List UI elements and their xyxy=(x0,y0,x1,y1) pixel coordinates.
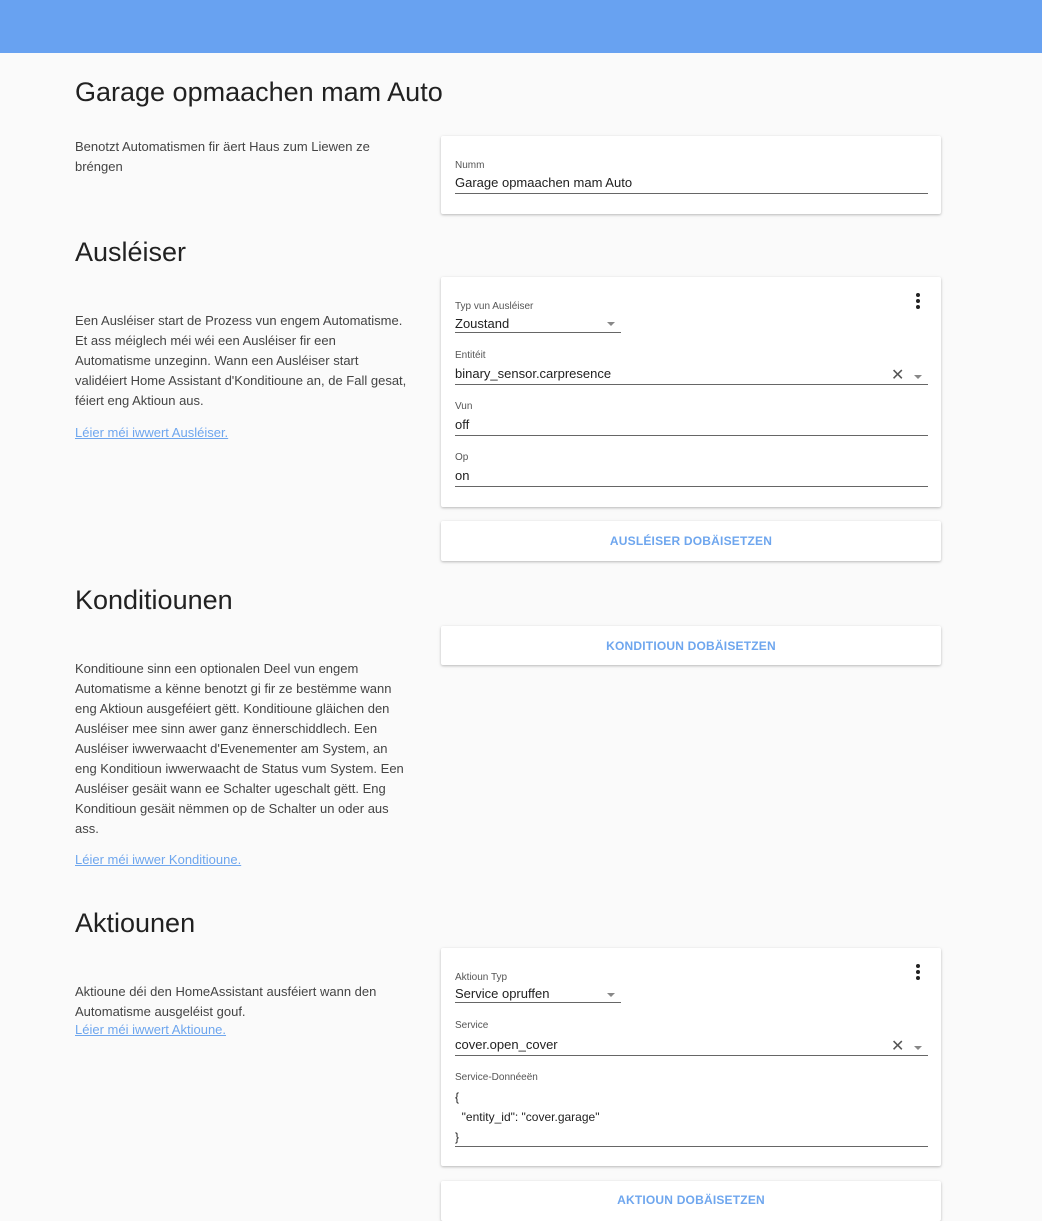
arrow-drop-down-icon[interactable] xyxy=(607,322,615,326)
add-condition-button[interactable] xyxy=(441,626,941,665)
add-trigger-button-label: AUSLÉISER DOBÄISETZEN xyxy=(609,534,773,548)
name-label: Numm xyxy=(455,160,485,171)
close-icon[interactable]: ✕ xyxy=(891,367,905,384)
service-data-textarea[interactable]: { "entity_id": "cover.garage" } xyxy=(455,1090,600,1144)
actions-heading: Aktiounen xyxy=(75,908,196,938)
more-vert-icon[interactable] xyxy=(915,293,921,309)
name-input[interactable]: Garage opmaachen mam Auto xyxy=(455,175,633,190)
entity-underline xyxy=(455,384,928,385)
triggers-learn-more-link[interactable]: Léier méi iwwert Ausléiser. xyxy=(75,425,229,440)
add-action-button-label: AKTIOUN DOBÄISETZEN xyxy=(617,1193,765,1207)
action-type-label: Aktioun Typ xyxy=(455,972,508,983)
service-input[interactable]: cover.open_cover xyxy=(455,1037,558,1052)
conditions-heading: Konditiounen xyxy=(75,585,233,615)
entity-input[interactable]: binary_sensor.carpresence xyxy=(455,366,612,381)
actions-description: Aktioune déi den HomeAssistant ausféiert wann den Automatisme ausgeléist gouf. xyxy=(75,984,377,1019)
intro-description: Benotzt Automatismen fir äert Haus zum Liewen ze bréngen xyxy=(75,139,370,174)
action-type-select[interactable]: Service opruffen xyxy=(455,986,550,1001)
conditions-description: Konditioune sinn een optionalen Deel vun engem Automatisme a kënne benotzt gi fir ze bestëmme wann eng Aktioun ausgeféiert gëtt. Konditioune gläichen den Ausléiser mee sinn awer ganz ënnerschiddlech. Een Ausléiser iwwerwaacht d'Evenementer am System, an eng Konditioun iwwerwaacht de Status vum System. Een Ausléiser gesäit wann ee Schalter ugeschalt gëtt. Eng Konditioun gesäit nëmmen op de Schalter un oder aus ass. xyxy=(75,661,404,836)
page-title: Garage opmaachen mam Auto xyxy=(75,77,443,107)
name-underline xyxy=(455,193,928,194)
conditions-learn-more-link[interactable]: Léier méi iwwer Konditioune. xyxy=(75,852,242,867)
actions-learn-more-link[interactable]: Léier méi iwwert Aktioune. xyxy=(75,1022,227,1037)
from-underline xyxy=(455,435,928,436)
add-trigger-button[interactable] xyxy=(441,521,941,561)
triggers-heading: Ausléiser xyxy=(75,237,187,267)
service-data-label: Service-Donnéeën xyxy=(455,1072,538,1083)
from-input[interactable]: off xyxy=(455,417,470,432)
add-condition-button-label: KONDITIOUN DOBÄISETZEN xyxy=(606,638,776,653)
arrow-drop-down-icon[interactable] xyxy=(607,993,615,997)
trigger-type-label: Typ vun Ausléiser xyxy=(455,301,534,312)
to-underline xyxy=(455,486,928,487)
more-vert-icon[interactable] xyxy=(915,964,921,980)
to-label: Op xyxy=(455,452,469,463)
entity-label: Entitéit xyxy=(455,350,486,361)
service-data-underline xyxy=(455,1146,928,1147)
action-card xyxy=(441,948,941,1166)
name-card xyxy=(441,136,941,214)
trigger-type-underline xyxy=(455,332,621,333)
service-label: Service xyxy=(455,1020,489,1031)
service-underline xyxy=(455,1055,928,1056)
triggers-description: Een Ausléiser start de Prozess vun engem Automatisme. Et ass méiglech méi wéi een Ausléiser fir een Automatisme unzeginn. Wann een Ausléiser start validéiert Home Assistant d'Konditioune an, de Fall gesat, féiert eng Aktioun aus. xyxy=(75,313,407,408)
to-input[interactable]: on xyxy=(455,468,470,483)
close-icon[interactable]: ✕ xyxy=(891,1038,905,1055)
action-type-underline xyxy=(455,1002,621,1003)
arrow-drop-down-icon[interactable] xyxy=(914,1046,922,1050)
add-action-button[interactable] xyxy=(441,1181,941,1221)
trigger-type-select[interactable]: Zoustand xyxy=(455,316,510,331)
arrow-drop-down-icon[interactable] xyxy=(914,375,922,379)
app-toolbar xyxy=(0,0,1042,53)
from-label: Vun xyxy=(455,401,473,412)
trigger-card xyxy=(441,277,941,507)
